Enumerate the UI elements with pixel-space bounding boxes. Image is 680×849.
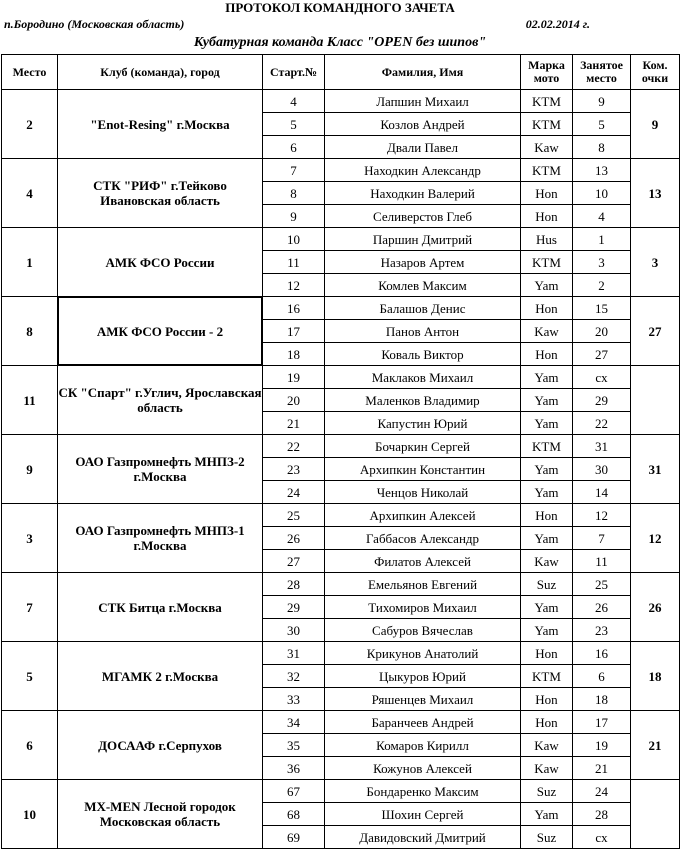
rider-result-place: 26: [573, 596, 631, 619]
rider-start-number: 30: [263, 619, 325, 642]
rider-result-place: 8: [573, 136, 631, 159]
rider-name: Цыкуров Юрий: [325, 665, 521, 688]
rider-bike-mark: Yam: [521, 596, 573, 619]
team-place: 7: [2, 573, 58, 642]
team-points: 12: [631, 504, 680, 573]
rider-result-place: 22: [573, 412, 631, 435]
rider-result-place: 28: [573, 803, 631, 826]
rider-start-number: 12: [263, 274, 325, 297]
table-row: [2, 504, 680, 527]
rider-bike-mark: KTM: [521, 251, 573, 274]
rider-name: Филатов Алексей: [325, 550, 521, 573]
rider-bike-mark: Hus: [521, 228, 573, 251]
rider-bike-mark: Hon: [521, 297, 573, 320]
rider-bike-mark: Hon: [521, 343, 573, 366]
rider-start-number: 31: [263, 642, 325, 665]
rider-name: Бондаренко Максим: [325, 780, 521, 803]
header-name: Фамилия, Имя: [325, 55, 521, 90]
rider-name: Капустин Юрий: [325, 412, 521, 435]
rider-start-number: 25: [263, 504, 325, 527]
team-club: ДОСААФ г.Серпухов: [58, 711, 263, 780]
rider-name: Архипкин Константин: [325, 458, 521, 481]
rider-start-number: 18: [263, 343, 325, 366]
rider-bike-mark: Yam: [521, 389, 573, 412]
rider-name: Баранчеев Андрей: [325, 711, 521, 734]
rider-start-number: 8: [263, 182, 325, 205]
rider-result-place: 25: [573, 573, 631, 596]
rider-name: Селиверстов Глеб: [325, 205, 521, 228]
team-points: 21: [631, 711, 680, 780]
rider-bike-mark: Kaw: [521, 320, 573, 343]
rider-name: Сабуров Вячеслав: [325, 619, 521, 642]
rider-start-number: 19: [263, 366, 325, 389]
rider-bike-mark: KTM: [521, 159, 573, 182]
rider-start-number: 67: [263, 780, 325, 803]
team-place: 6: [2, 711, 58, 780]
rider-bike-mark: Yam: [521, 619, 573, 642]
rider-name: Балашов Денис: [325, 297, 521, 320]
team-points: [631, 366, 680, 435]
rider-result-place: 21: [573, 757, 631, 780]
rider-bike-mark: Yam: [521, 803, 573, 826]
rider-result-place: 30: [573, 458, 631, 481]
rider-result-place: 17: [573, 711, 631, 734]
table-row: [2, 435, 680, 458]
rider-bike-mark: Suz: [521, 826, 573, 849]
rider-result-place: 27: [573, 343, 631, 366]
rider-name: Крикунов Анатолий: [325, 642, 521, 665]
rider-bike-mark: Yam: [521, 366, 573, 389]
team-place: 9: [2, 435, 58, 504]
table-row: [2, 780, 680, 803]
rider-result-place: 14: [573, 481, 631, 504]
table-row: [2, 159, 680, 182]
rider-result-place: 6: [573, 665, 631, 688]
team-club: МГАМК 2 г.Москва: [58, 642, 263, 711]
rider-name: Паршин Дмитрий: [325, 228, 521, 251]
header-result: [573, 55, 631, 90]
team-place: 1: [2, 228, 58, 297]
table-row: [2, 228, 680, 251]
rider-start-number: 29: [263, 596, 325, 619]
table-row: [2, 573, 680, 596]
rider-result-place: 20: [573, 320, 631, 343]
rider-start-number: 9: [263, 205, 325, 228]
rider-start-number: 24: [263, 481, 325, 504]
rider-result-place: 5: [573, 113, 631, 136]
header-mark: [521, 55, 573, 90]
rider-name: Шохин Сергей: [325, 803, 521, 826]
header-points-line2: очки: [641, 71, 669, 85]
team-club: "Enot-Resing" г.Москва: [58, 90, 263, 159]
rider-name: Двали Павел: [325, 136, 521, 159]
team-place: 4: [2, 159, 58, 228]
rider-bike-mark: Hon: [521, 688, 573, 711]
rider-name: Маклаков Михаил: [325, 366, 521, 389]
rider-name: Емельянов Евгений: [325, 573, 521, 596]
rider-start-number: 26: [263, 527, 325, 550]
rider-start-number: 10: [263, 228, 325, 251]
team-club: ОАО Газпромнефть МНПЗ-2 г.Москва: [58, 435, 263, 504]
rider-bike-mark: Hon: [521, 182, 573, 205]
rider-result-place: 3: [573, 251, 631, 274]
rider-name: Панов Антон: [325, 320, 521, 343]
rider-name: Ряшенцев Михаил: [325, 688, 521, 711]
rider-name: Комлев Максим: [325, 274, 521, 297]
rider-start-number: 5: [263, 113, 325, 136]
team-club: СК "Спарт" г.Углич, Ярославская область: [58, 366, 263, 435]
rider-result-place: 4: [573, 205, 631, 228]
rider-bike-mark: Hon: [521, 642, 573, 665]
rider-name: Козлов Андрей: [325, 113, 521, 136]
rider-result-place: 19: [573, 734, 631, 757]
rider-bike-mark: Yam: [521, 527, 573, 550]
header-points: [631, 55, 680, 90]
header-points-line1: Ком.: [642, 58, 668, 72]
results-table-body: [2, 90, 680, 849]
class-subtitle: Кубатурная команда Класс "OPEN без шипов": [193, 35, 487, 50]
rider-result-place: 10: [573, 182, 631, 205]
team-club: СТК "РИФ" г.Тейково Ивановская область: [58, 159, 263, 228]
results-table: [1, 54, 680, 849]
rider-result-place: 11: [573, 550, 631, 573]
rider-bike-mark: Yam: [521, 412, 573, 435]
rider-name: Коваль Виктор: [325, 343, 521, 366]
rider-bike-mark: KTM: [521, 90, 573, 113]
team-place: 3: [2, 504, 58, 573]
rider-name: Находкин Валерий: [325, 182, 521, 205]
team-points: [631, 780, 680, 849]
rider-start-number: 17: [263, 320, 325, 343]
event-location: п.Бородино (Московская область): [4, 17, 185, 31]
team-club: АМК ФСО России - 2: [58, 297, 263, 366]
rider-start-number: 68: [263, 803, 325, 826]
rider-start-number: 16: [263, 297, 325, 320]
rider-start-number: 21: [263, 412, 325, 435]
header-result-line2: место: [586, 71, 617, 85]
rider-bike-mark: Yam: [521, 274, 573, 297]
rider-name: Ченцов Николай: [325, 481, 521, 504]
rider-result-place: 18: [573, 688, 631, 711]
rider-bike-mark: KTM: [521, 113, 573, 136]
rider-start-number: 36: [263, 757, 325, 780]
page-title: ПРОТОКОЛ КОМАНДНОГО ЗАЧЕТА: [225, 0, 455, 15]
team-points: 9: [631, 90, 680, 159]
rider-name: Давидовский Дмитрий: [325, 826, 521, 849]
rider-result-place: 1: [573, 228, 631, 251]
rider-bike-mark: Kaw: [521, 136, 573, 159]
rider-result-place: cx: [573, 826, 631, 849]
rider-bike-mark: Kaw: [521, 550, 573, 573]
team-points: 27: [631, 297, 680, 366]
team-club: СТК Битца г.Москва: [58, 573, 263, 642]
rider-start-number: 35: [263, 734, 325, 757]
event-date: 02.02.2014 г.: [525, 17, 590, 31]
rider-bike-mark: Kaw: [521, 734, 573, 757]
rider-start-number: 7: [263, 159, 325, 182]
rider-name: Комаров Кирилл: [325, 734, 521, 757]
team-points: 31: [631, 435, 680, 504]
rider-bike-mark: Yam: [521, 458, 573, 481]
team-place: 2: [2, 90, 58, 159]
rider-bike-mark: KTM: [521, 665, 573, 688]
rider-start-number: 20: [263, 389, 325, 412]
rider-bike-mark: Hon: [521, 711, 573, 734]
rider-start-number: 4: [263, 90, 325, 113]
rider-result-place: 16: [573, 642, 631, 665]
document-meta: [0, 15, 680, 33]
rider-start-number: 11: [263, 251, 325, 274]
rider-start-number: 23: [263, 458, 325, 481]
rider-start-number: 69: [263, 826, 325, 849]
team-place: 11: [2, 366, 58, 435]
rider-bike-mark: Kaw: [521, 757, 573, 780]
rider-result-place: 7: [573, 527, 631, 550]
header-mark-line1: Марка: [528, 58, 565, 72]
rider-name: Бочаркин Сергей: [325, 435, 521, 458]
team-points: 13: [631, 159, 680, 228]
team-points: 18: [631, 642, 680, 711]
header-club: Клуб (команда), город: [58, 55, 263, 90]
table-row: [2, 90, 680, 113]
rider-bike-mark: Hon: [521, 504, 573, 527]
rider-result-place: 2: [573, 274, 631, 297]
team-club: MX-MEN Лесной городок Московская область: [58, 780, 263, 849]
header-place: Место: [2, 55, 58, 90]
table-row: [2, 642, 680, 665]
rider-bike-mark: Suz: [521, 780, 573, 803]
rider-name: Габбасов Александр: [325, 527, 521, 550]
team-place: 8: [2, 297, 58, 366]
rider-start-number: 6: [263, 136, 325, 159]
rider-bike-mark: KTM: [521, 435, 573, 458]
table-header-row: [2, 55, 680, 90]
rider-start-number: 34: [263, 711, 325, 734]
header-mark-line2: мото: [533, 71, 560, 85]
rider-result-place: 12: [573, 504, 631, 527]
table-row: [2, 297, 680, 320]
team-club: АМК ФСО России: [58, 228, 263, 297]
rider-result-place: 9: [573, 90, 631, 113]
rider-result-place: 23: [573, 619, 631, 642]
rider-name: Назаров Артем: [325, 251, 521, 274]
rider-result-place: 31: [573, 435, 631, 458]
rider-bike-mark: Hon: [521, 205, 573, 228]
rider-name: Лапшин Михаил: [325, 90, 521, 113]
rider-bike-mark: Suz: [521, 573, 573, 596]
team-points: 26: [631, 573, 680, 642]
rider-result-place: 15: [573, 297, 631, 320]
table-row: [2, 366, 680, 389]
table-row: [2, 711, 680, 734]
rider-bike-mark: Yam: [521, 481, 573, 504]
rider-result-place: cx: [573, 366, 631, 389]
rider-name: Кожунов Алексей: [325, 757, 521, 780]
rider-result-place: 29: [573, 389, 631, 412]
rider-result-place: 24: [573, 780, 631, 803]
rider-start-number: 22: [263, 435, 325, 458]
rider-start-number: 33: [263, 688, 325, 711]
rider-name: Тихомиров Михаил: [325, 596, 521, 619]
rider-start-number: 27: [263, 550, 325, 573]
team-place: 5: [2, 642, 58, 711]
header-start-no: Старт.№: [263, 55, 325, 90]
rider-start-number: 32: [263, 665, 325, 688]
rider-result-place: 13: [573, 159, 631, 182]
team-club: ОАО Газпромнефть МНПЗ-1 г.Москва: [58, 504, 263, 573]
team-place: 10: [2, 780, 58, 849]
rider-start-number: 28: [263, 573, 325, 596]
rider-name: Архипкин Алексей: [325, 504, 521, 527]
team-points: 3: [631, 228, 680, 297]
rider-name: Находкин Александр: [325, 159, 521, 182]
rider-name: Маленков Владимир: [325, 389, 521, 412]
header-result-line1: Занятое: [580, 58, 623, 72]
